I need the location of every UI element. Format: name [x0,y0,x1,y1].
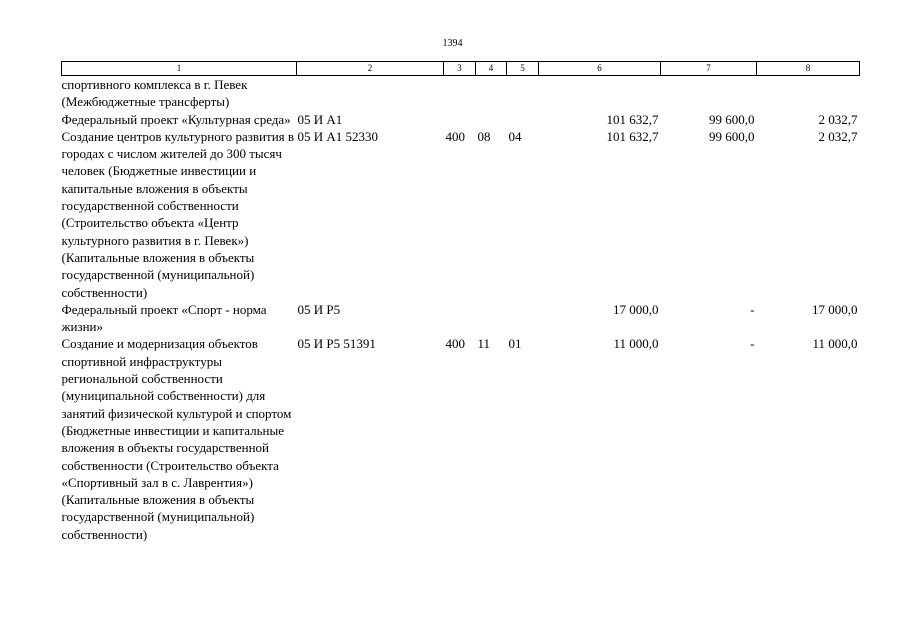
column-header-4: 4 [476,62,507,76]
row-regional-amount: 2 032,7 [818,111,858,127]
row-total-amount: 101 632,7 [606,111,659,127]
row-regional-amount [757,76,860,111]
row-section [476,76,507,111]
row-expense-group: 400 [445,128,465,144]
row-federal-amount: - [750,301,755,317]
row-regional-amount: 17 000,0 [812,301,858,317]
row-subsection: 04 [508,128,522,144]
row-subsection [507,76,539,111]
header-row [62,62,860,76]
row-expense-group [444,76,476,111]
row-total-amount: 11 000,0 [613,336,659,352]
column-header-3: 3 [444,62,476,76]
row-subsection: 01 [508,336,522,352]
row-section: 08 [477,128,491,144]
column-header-2: 2 [297,62,444,76]
column-header-1: 1 [62,62,297,76]
row-expense-group [444,111,476,128]
row-target-code: 05 И Р5 [297,301,341,317]
row-target-code: 05 И А1 [297,111,343,127]
table-header [62,62,860,76]
row-target-code: 05 И Р5 51391 [297,336,376,352]
column-header-6: 6 [539,62,661,76]
row-regional-amount: 11 000,0 [812,336,858,352]
row-total-amount [539,76,661,111]
row-federal-amount: - [750,336,755,352]
row-regional-amount: 2 032,7 [818,128,858,144]
table-row [62,111,860,128]
row-total-amount: 101 632,7 [606,128,659,144]
table-row [62,335,860,543]
page-number: 1394 [442,38,463,49]
row-federal-amount [661,76,757,111]
row-subsection [507,301,539,336]
row-expense-group: 400 [445,336,465,352]
row-target-code: 05 И А1 52330 [297,128,379,144]
row-subsection [507,111,539,128]
row-section [476,111,507,128]
row-name: Создание центров культурного развития в городах с числом жителей до 300 тысяч человек (Бюджетные инвестиции и капитальные вложения в объекты государственной собственности (Строительство объекта «Центр культурного развития в г. Певек») (Капитальные вложения в объекты государственной (муниципальной) собственности) [61,128,295,300]
row-name: Создание и модернизация объектов спортивной инфраструктуры региональной собственности (муниципальной собственности) для занятий физической культурой и спортом (Бюджетные инвестиции и капитальные вложения в объекты государственной собственности (Строительство объекта «Спортивный зал в с. Лаврентия») (Капитальные вложения в объекты государственной (муниципальной) собственности) [61,336,292,542]
row-name: Федеральный проект «Спорт - норма жизни» [61,301,267,335]
column-header-7: 7 [661,62,757,76]
table-body [62,76,860,544]
row-section [476,301,507,336]
row-target-code [297,76,444,111]
row-federal-amount: 99 600,0 [709,111,755,127]
table-row [62,128,860,301]
row-section: 11 [477,336,491,352]
row-name: спортивного комплекса в г. Певек (Межбюджетные трансферты) [61,77,248,110]
column-header-5: 5 [507,62,539,76]
row-federal-amount: 99 600,0 [709,128,755,144]
table-row [62,76,860,111]
row-expense-group [444,301,476,336]
row-total-amount: 17 000,0 [613,301,659,317]
budget-table [61,61,860,543]
table-row [62,301,860,336]
column-header-8: 8 [757,62,860,76]
row-name: Федеральный проект «Культурная среда» [61,111,291,127]
